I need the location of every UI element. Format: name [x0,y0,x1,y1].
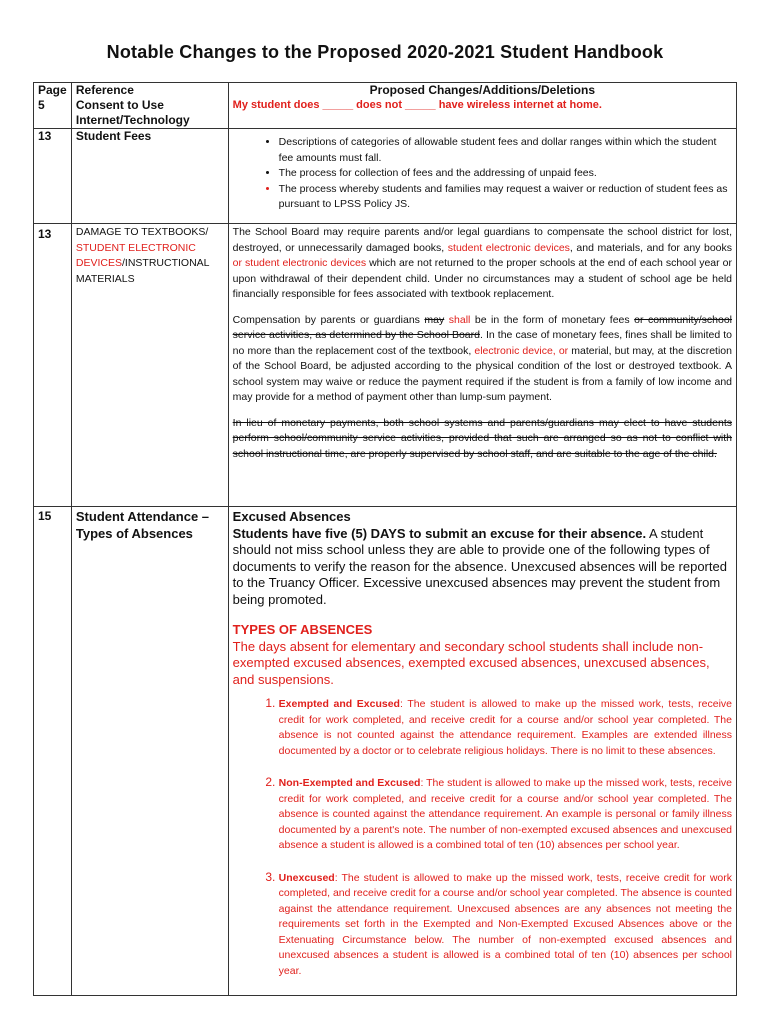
changes-table [33,82,737,996]
list-item [279,182,732,213]
type-name: Non-Exempted and Excused [278,777,421,789]
page-cell [34,507,72,996]
excused-intro-text: A student should not miss school unless they are able to provide one of the following types of documents to verify the reason for the absence. Unexcused absences will be reported to the Truancy Officer. Excessive unexcused absences may prevent the student from being promoted. [232,525,727,607]
list-item [279,775,732,854]
reference-text: Student Attendance – Types of Absences [75,509,210,541]
reference-part: DAMAGE TO TEXTBOOKS/ [75,226,209,238]
reference-cell [71,224,228,507]
text-run: . In the case of monetary fees, fines shall be limited to no more than the replacement cost of the textbook, [232,329,732,357]
reference-cell [71,507,228,996]
type-name: Unexcused [278,871,335,884]
text-run: be in the form of monetary fees [470,313,635,326]
table-row [34,224,737,507]
text-run: material, but may, at the discretion of the School Board, be adjusted according to the physical condition of the lost or destroyed textbook. A school system may waive or reduce the payment required if the student is from a family of low income and may provide for a method of payment other than lump-sum payment. [232,344,732,403]
text-run: Compensation by parents or guardians [232,313,425,326]
added-text: electronic device, or [474,344,569,357]
text-run: , and materials, and for any books [569,241,732,254]
reference-cell [71,129,228,224]
reference-part: /INSTRUCTIONAL MATERIALS [75,257,210,285]
changes-cell [228,129,736,224]
changes-column [228,83,736,129]
deleted-text: may [424,313,445,326]
type-text: : The student is allowed to make up the missed work, tests, receive credit for work completed, and receive credit for a course and/or school year completed. The absence is counted against the attendance requirement. Unexcused absences are any absences not meeting the requirements set forth in the Exempted and Non-Exempted Excused Absences above or the Extenuating Circumstance below. The number of non-exempted excused absences and unexcused absences a student is allowed is a combined total of ten (10) absences per school year. [278,871,732,977]
added-text: shall [444,313,471,326]
table-row [34,83,737,129]
bullet-text: The process whereby students and families may request a waiver or reduction of student fees as pursuant to LPSS Policy JS. [278,182,728,210]
reference-part-added: STUDENT ELECTRONIC DEVICES [75,241,196,269]
type-text: : The student is allowed to make up the missed work, tests, receive credit for work completed, and receive credit for a course and/or school year completed. The absence is counted against the attendance requirement. An example is personal or family illness documented by a parent's note. The number of non-exempted excused absences and unexcused absence a student is allowed is a combined total of ten (10) absences per school year. [278,777,733,851]
page-cell [34,129,72,224]
type-text: : The student is allowed to make up the missed work, tests, receive credit for work completed, and receive credit for a course and/or school year completed. The absence is not counted against the attendance requirement. Examples are extended illness documented by a doctor or to celebrate religious holidays. There is no limit to these absences. [278,698,733,757]
table-row [34,129,737,224]
reference-text: Consent to Use Internet/Technology [75,98,190,127]
text-run: The School Board may require parents and/or legal guardians to compensate the school district for lost, destroyed, or unnecessarily damaged books, [232,226,732,254]
added-text: student electronic devices [447,241,570,254]
excused-intro-bold: Students have five (5) DAYS to submit an excuse for their absence. [232,525,647,541]
list-item: • The process for collection of fees and the addressing of unpaid fees. [279,166,732,182]
types-heading: TYPES OF ABSENCES [232,622,373,637]
fee-bullet-list [233,135,732,213]
reference-text [76,225,224,287]
page-title: Notable Changes to the Proposed 2020-2021 Student Handbook [106,42,664,62]
type-name: Exempted and Excused [278,698,400,710]
changes-cell [228,507,736,996]
list-item [279,696,732,759]
types-intro: The days absent for elementary and secondary school students shall include non-exempted excused absences, exempted excused absences, unexcused absences, and suspensions. [232,638,710,687]
paragraph-fees [233,313,732,406]
absence-types-list [233,696,732,979]
changes-header: Proposed Changes/Additions/Deletions [369,83,596,97]
deleted-paragraph: In lieu of monetary payments, both school systems and parents/guardians may elect to have students perform school/community service activities, provided that such are arranged so as not to conflict with school instructional time, are properly supervised by school staff, and are suitable to the age of the child. [232,416,732,460]
reference-text: Student Fees [75,129,152,143]
text-run: which are not returned to the proper schools at the end of each school year or upon withdrawal of their dependent child. Under no circumstances may a student of school age be held financially responsible for fees associated with textbook replacement. [232,257,733,300]
change-text: My student does _____ does not _____ have wireless internet at home. [232,99,602,111]
changes-cell [228,224,736,507]
added-text: or student electronic devices [232,257,367,269]
deleted-text: or community/school service activities, as determined by the School Board [232,313,733,341]
table-row [34,507,737,996]
excused-intro [233,526,732,609]
page-number: 13 [38,227,52,241]
page-column [34,83,72,129]
page-number: 15 [38,509,52,523]
list-item: • Descriptions of categories of allowable student fees and dollar ranges within which the student fee amounts must fall. [279,135,732,166]
paragraph-compensation [233,225,732,303]
reference-header: Reference [75,83,134,97]
page-cell [34,224,72,507]
reference-column [71,83,228,129]
page-number: 13 [38,129,52,143]
excused-heading: Excused Absences [232,509,351,524]
list-item [279,870,732,980]
page-number: 5 [38,98,45,112]
page-header: Page [38,83,67,97]
